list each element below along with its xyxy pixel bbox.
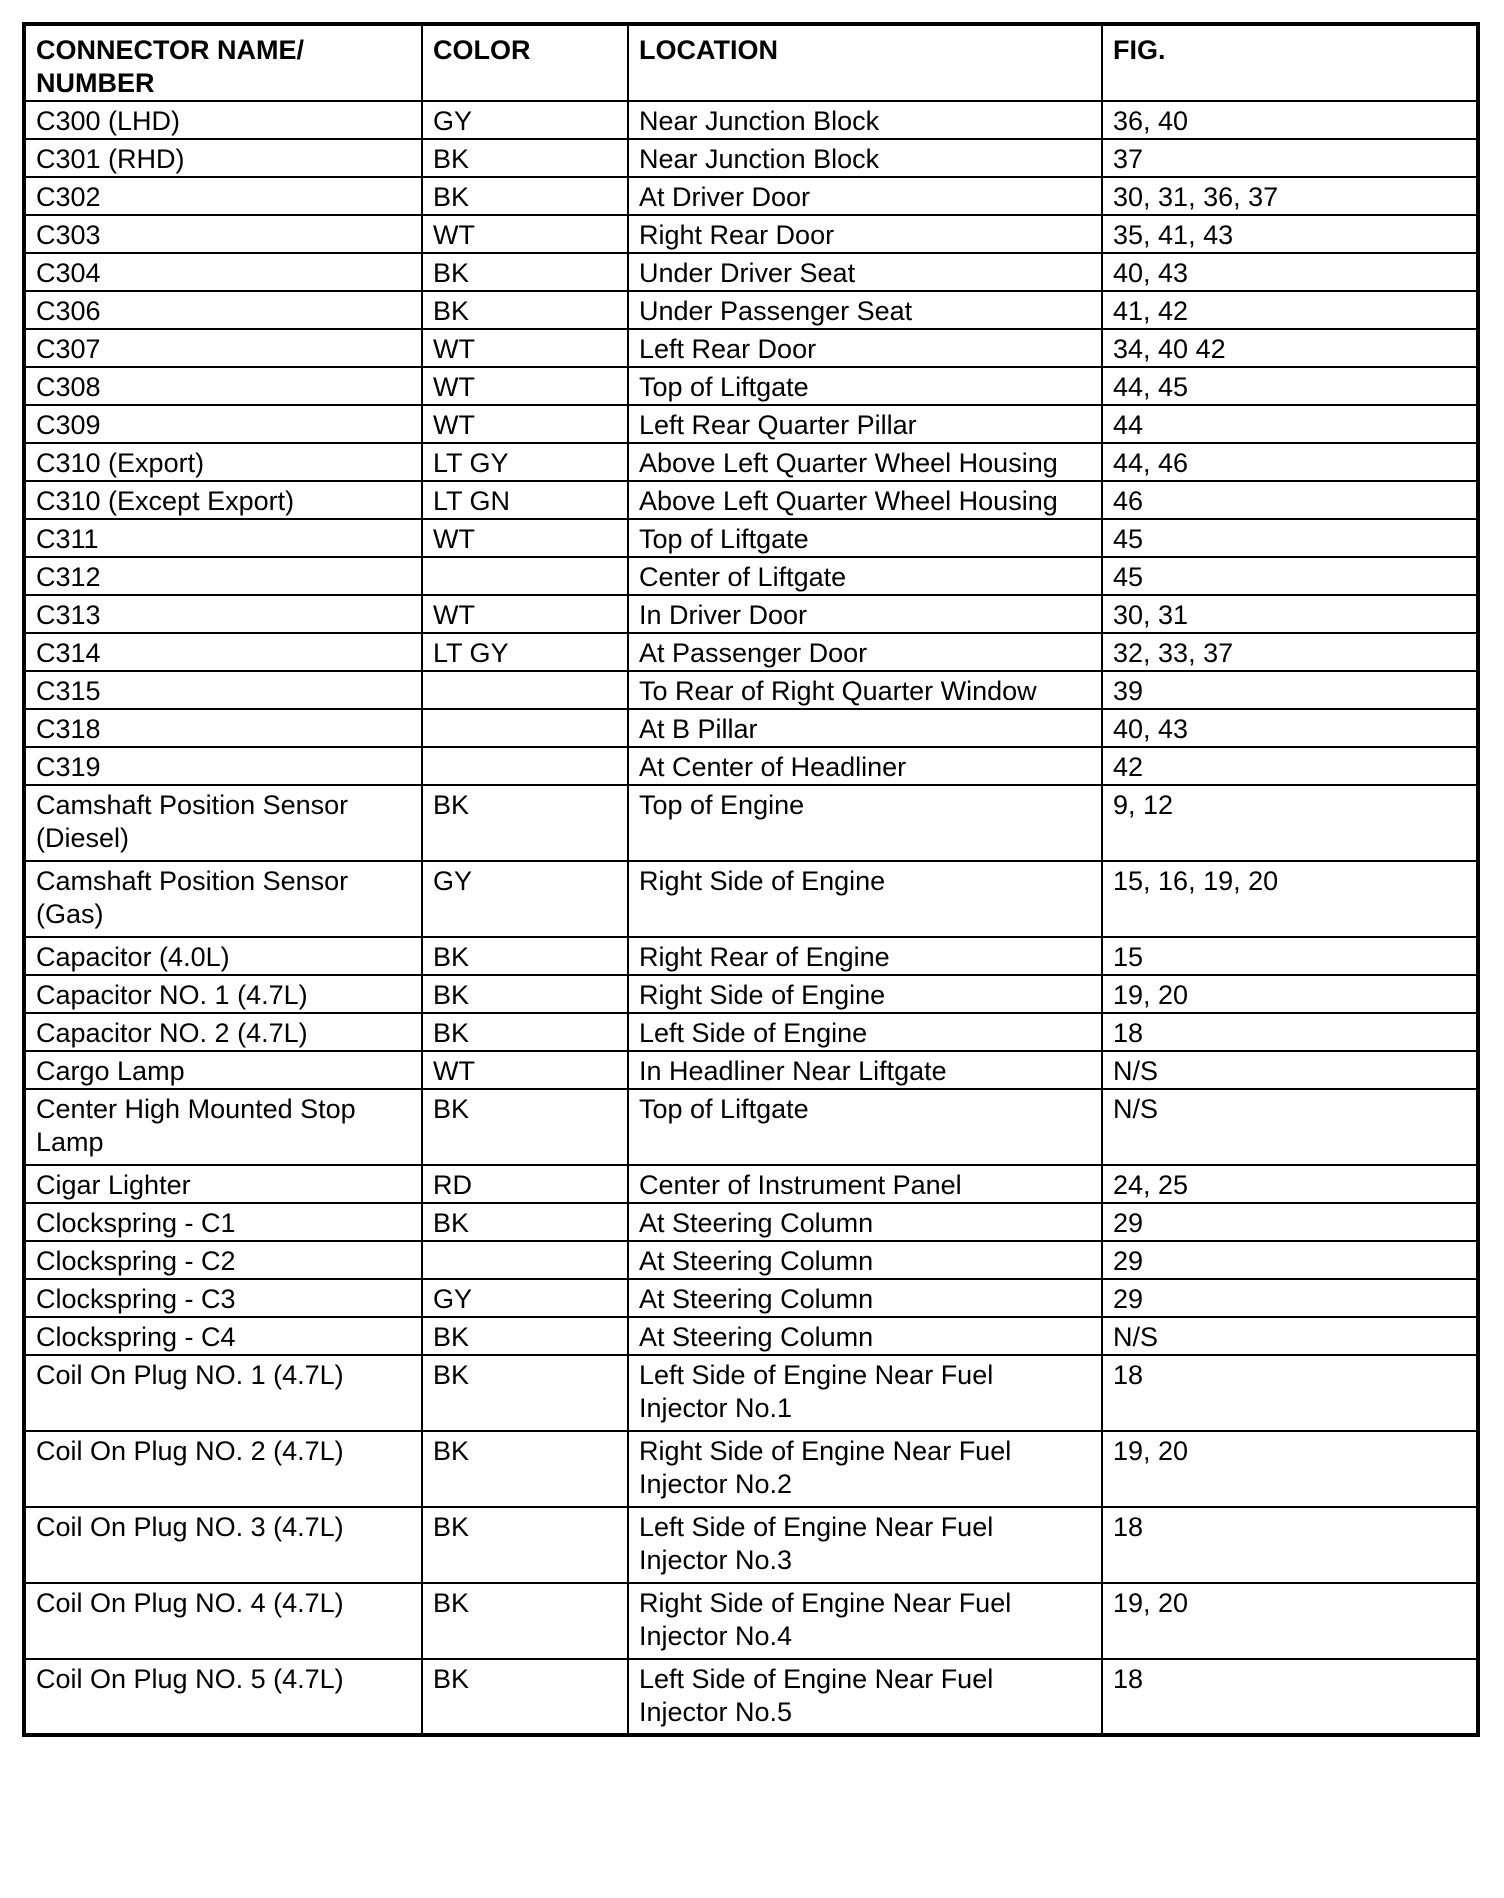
location-cell: Under Driver Seat xyxy=(628,253,1102,291)
connector-name-cell: Coil On Plug NO. 2 (4.7L) xyxy=(24,1431,422,1507)
table-row xyxy=(24,1165,1478,1203)
color-cell: GY xyxy=(422,101,628,139)
connector-location-table xyxy=(22,22,1480,1737)
color-cell: BK xyxy=(422,1203,628,1241)
table-row xyxy=(24,1279,1478,1317)
location-cell: At Steering Column xyxy=(628,1279,1102,1317)
connector-name-cell: Capacitor NO. 1 (4.7L) xyxy=(24,975,422,1013)
fig-cell: 18 xyxy=(1102,1355,1478,1431)
fig-cell: 39 xyxy=(1102,671,1478,709)
table-row xyxy=(24,1241,1478,1279)
table-row xyxy=(24,519,1478,557)
connector-name-cell: Camshaft Position Sensor (Gas) xyxy=(24,861,422,937)
color-cell xyxy=(422,557,628,595)
location-cell: Center of Instrument Panel xyxy=(628,1165,1102,1203)
location-cell: Right Side of Engine Near Fuel Injector No.4 xyxy=(628,1583,1102,1659)
color-cell: BK xyxy=(422,1659,628,1735)
connector-name-cell: C300 (LHD) xyxy=(24,101,422,139)
table-row xyxy=(24,291,1478,329)
fig-cell: 40, 43 xyxy=(1102,253,1478,291)
color-cell: WT xyxy=(422,1051,628,1089)
color-cell: BK xyxy=(422,139,628,177)
color-cell: BK xyxy=(422,1013,628,1051)
table-row xyxy=(24,709,1478,747)
color-cell: BK xyxy=(422,1317,628,1355)
location-cell: Left Rear Quarter Pillar xyxy=(628,405,1102,443)
location-cell: Right Side of Engine Near Fuel Injector No.2 xyxy=(628,1431,1102,1507)
connector-name-cell: Center High Mounted Stop Lamp xyxy=(24,1089,422,1165)
connector-name-cell: Coil On Plug NO. 1 (4.7L) xyxy=(24,1355,422,1431)
location-cell: Right Side of Engine xyxy=(628,975,1102,1013)
location-cell: Left Side of Engine Near Fuel Injector No.5 xyxy=(628,1659,1102,1735)
location-cell: Left Side of Engine Near Fuel Injector No.3 xyxy=(628,1507,1102,1583)
table-row xyxy=(24,1659,1478,1735)
location-cell: Center of Liftgate xyxy=(628,557,1102,595)
table-row xyxy=(24,101,1478,139)
table-row xyxy=(24,1013,1478,1051)
color-cell: WT xyxy=(422,405,628,443)
connector-name-cell: C311 xyxy=(24,519,422,557)
table-row xyxy=(24,1507,1478,1583)
fig-cell: 42 xyxy=(1102,747,1478,785)
table-row xyxy=(24,1203,1478,1241)
fig-cell: 44 xyxy=(1102,405,1478,443)
color-cell: GY xyxy=(422,1279,628,1317)
connector-name-cell: Camshaft Position Sensor (Diesel) xyxy=(24,785,422,861)
connector-name-cell: C308 xyxy=(24,367,422,405)
header-connector-name-line1: CONNECTOR NAME/ xyxy=(36,35,305,65)
color-cell: WT xyxy=(422,215,628,253)
table-row xyxy=(24,253,1478,291)
connector-name-cell: Coil On Plug NO. 3 (4.7L) xyxy=(24,1507,422,1583)
connector-name-cell: Clockspring - C2 xyxy=(24,1241,422,1279)
header-connector-name-line2: NUMBER xyxy=(36,68,155,98)
color-cell: BK xyxy=(422,785,628,861)
fig-cell: 40, 43 xyxy=(1102,709,1478,747)
table-row xyxy=(24,1317,1478,1355)
fig-cell: N/S xyxy=(1102,1317,1478,1355)
table-row xyxy=(24,671,1478,709)
table-row xyxy=(24,595,1478,633)
color-cell: LT GN xyxy=(422,481,628,519)
table-header-row xyxy=(24,24,1478,101)
connector-name-cell: C302 xyxy=(24,177,422,215)
location-cell: At Steering Column xyxy=(628,1317,1102,1355)
table-row xyxy=(24,861,1478,937)
fig-cell: 19, 20 xyxy=(1102,1431,1478,1507)
connector-name-cell: C307 xyxy=(24,329,422,367)
location-cell: Near Junction Block xyxy=(628,139,1102,177)
fig-cell: 18 xyxy=(1102,1659,1478,1735)
table-row xyxy=(24,405,1478,443)
table-row xyxy=(24,139,1478,177)
location-cell: Near Junction Block xyxy=(628,101,1102,139)
connector-name-cell: Cargo Lamp xyxy=(24,1051,422,1089)
fig-cell: 15, 16, 19, 20 xyxy=(1102,861,1478,937)
color-cell: WT xyxy=(422,329,628,367)
fig-cell: 24, 25 xyxy=(1102,1165,1478,1203)
location-cell: Left Rear Door xyxy=(628,329,1102,367)
color-cell: LT GY xyxy=(422,633,628,671)
connector-name-cell: Capacitor (4.0L) xyxy=(24,937,422,975)
location-cell: Top of Engine xyxy=(628,785,1102,861)
connector-name-cell: Cigar Lighter xyxy=(24,1165,422,1203)
color-cell: BK xyxy=(422,937,628,975)
color-cell: BK xyxy=(422,253,628,291)
header-color: COLOR xyxy=(422,24,628,101)
location-cell: At Passenger Door xyxy=(628,633,1102,671)
table-row xyxy=(24,1583,1478,1659)
fig-cell: N/S xyxy=(1102,1089,1478,1165)
connector-name-cell: C313 xyxy=(24,595,422,633)
fig-cell: 45 xyxy=(1102,557,1478,595)
color-cell: BK xyxy=(422,1431,628,1507)
connector-name-cell: C315 xyxy=(24,671,422,709)
fig-cell: N/S xyxy=(1102,1051,1478,1089)
connector-name-cell: Capacitor NO. 2 (4.7L) xyxy=(24,1013,422,1051)
table-row xyxy=(24,481,1478,519)
table-row xyxy=(24,633,1478,671)
table-row xyxy=(24,747,1478,785)
fig-cell: 18 xyxy=(1102,1507,1478,1583)
table-row xyxy=(24,215,1478,253)
location-cell: Left Side of Engine Near Fuel Injector No.1 xyxy=(628,1355,1102,1431)
color-cell: BK xyxy=(422,1507,628,1583)
location-cell: At Steering Column xyxy=(628,1241,1102,1279)
table-row xyxy=(24,1355,1478,1431)
color-cell: BK xyxy=(422,975,628,1013)
fig-cell: 19, 20 xyxy=(1102,1583,1478,1659)
location-cell: Right Side of Engine xyxy=(628,861,1102,937)
location-cell: Top of Liftgate xyxy=(628,1089,1102,1165)
fig-cell: 36, 40 xyxy=(1102,101,1478,139)
location-cell: At Steering Column xyxy=(628,1203,1102,1241)
location-cell: To Rear of Right Quarter Window xyxy=(628,671,1102,709)
fig-cell: 19, 20 xyxy=(1102,975,1478,1013)
fig-cell: 44, 46 xyxy=(1102,443,1478,481)
table-body xyxy=(24,101,1478,1735)
location-cell: Right Rear Door xyxy=(628,215,1102,253)
fig-cell: 32, 33, 37 xyxy=(1102,633,1478,671)
connector-name-cell: C301 (RHD) xyxy=(24,139,422,177)
connector-name-cell: C306 xyxy=(24,291,422,329)
fig-cell: 35, 41, 43 xyxy=(1102,215,1478,253)
fig-cell: 18 xyxy=(1102,1013,1478,1051)
color-cell: RD xyxy=(422,1165,628,1203)
color-cell xyxy=(422,1241,628,1279)
color-cell: WT xyxy=(422,367,628,405)
table-row xyxy=(24,329,1478,367)
connector-name-cell: C310 (Export) xyxy=(24,443,422,481)
location-cell: Right Rear of Engine xyxy=(628,937,1102,975)
connector-name-cell: Clockspring - C4 xyxy=(24,1317,422,1355)
location-cell: Under Passenger Seat xyxy=(628,291,1102,329)
connector-name-cell: Clockspring - C3 xyxy=(24,1279,422,1317)
connector-name-cell: C309 xyxy=(24,405,422,443)
table-row xyxy=(24,367,1478,405)
color-cell: WT xyxy=(422,519,628,557)
location-cell: At B Pillar xyxy=(628,709,1102,747)
table-row xyxy=(24,785,1478,861)
connector-name-cell: C314 xyxy=(24,633,422,671)
table-row xyxy=(24,443,1478,481)
connector-name-cell: Coil On Plug NO. 5 (4.7L) xyxy=(24,1659,422,1735)
fig-cell: 46 xyxy=(1102,481,1478,519)
table-row xyxy=(24,1431,1478,1507)
fig-cell: 9, 12 xyxy=(1102,785,1478,861)
location-cell: Above Left Quarter Wheel Housing xyxy=(628,481,1102,519)
connector-name-cell: C319 xyxy=(24,747,422,785)
color-cell xyxy=(422,671,628,709)
fig-cell: 45 xyxy=(1102,519,1478,557)
table-row xyxy=(24,975,1478,1013)
fig-cell: 15 xyxy=(1102,937,1478,975)
fig-cell: 29 xyxy=(1102,1203,1478,1241)
table-row xyxy=(24,1089,1478,1165)
connector-name-cell: C310 (Except Export) xyxy=(24,481,422,519)
fig-cell: 30, 31, 36, 37 xyxy=(1102,177,1478,215)
location-cell: Top of Liftgate xyxy=(628,519,1102,557)
connector-name-cell: C303 xyxy=(24,215,422,253)
connector-name-cell: Clockspring - C1 xyxy=(24,1203,422,1241)
location-cell: Top of Liftgate xyxy=(628,367,1102,405)
fig-cell: 30, 31 xyxy=(1102,595,1478,633)
header-connector-name xyxy=(24,24,422,101)
location-cell: In Headliner Near Liftgate xyxy=(628,1051,1102,1089)
color-cell: BK xyxy=(422,1583,628,1659)
location-cell: In Driver Door xyxy=(628,595,1102,633)
fig-cell: 29 xyxy=(1102,1241,1478,1279)
connector-name-cell: C312 xyxy=(24,557,422,595)
table-row xyxy=(24,177,1478,215)
location-cell: Above Left Quarter Wheel Housing xyxy=(628,443,1102,481)
color-cell: BK xyxy=(422,1355,628,1431)
color-cell: LT GY xyxy=(422,443,628,481)
fig-cell: 37 xyxy=(1102,139,1478,177)
fig-cell: 29 xyxy=(1102,1279,1478,1317)
fig-cell: 44, 45 xyxy=(1102,367,1478,405)
color-cell: WT xyxy=(422,595,628,633)
color-cell xyxy=(422,709,628,747)
table-row xyxy=(24,1051,1478,1089)
location-cell: Left Side of Engine xyxy=(628,1013,1102,1051)
location-cell: At Driver Door xyxy=(628,177,1102,215)
table-row xyxy=(24,557,1478,595)
color-cell: BK xyxy=(422,291,628,329)
color-cell: BK xyxy=(422,177,628,215)
color-cell: BK xyxy=(422,1089,628,1165)
location-cell: At Center of Headliner xyxy=(628,747,1102,785)
fig-cell: 41, 42 xyxy=(1102,291,1478,329)
fig-cell: 34, 40 42 xyxy=(1102,329,1478,367)
connector-name-cell: C318 xyxy=(24,709,422,747)
header-fig: FIG. xyxy=(1102,24,1478,101)
header-location: LOCATION xyxy=(628,24,1102,101)
table-row xyxy=(24,937,1478,975)
color-cell xyxy=(422,747,628,785)
color-cell: GY xyxy=(422,861,628,937)
connector-name-cell: Coil On Plug NO. 4 (4.7L) xyxy=(24,1583,422,1659)
connector-name-cell: C304 xyxy=(24,253,422,291)
